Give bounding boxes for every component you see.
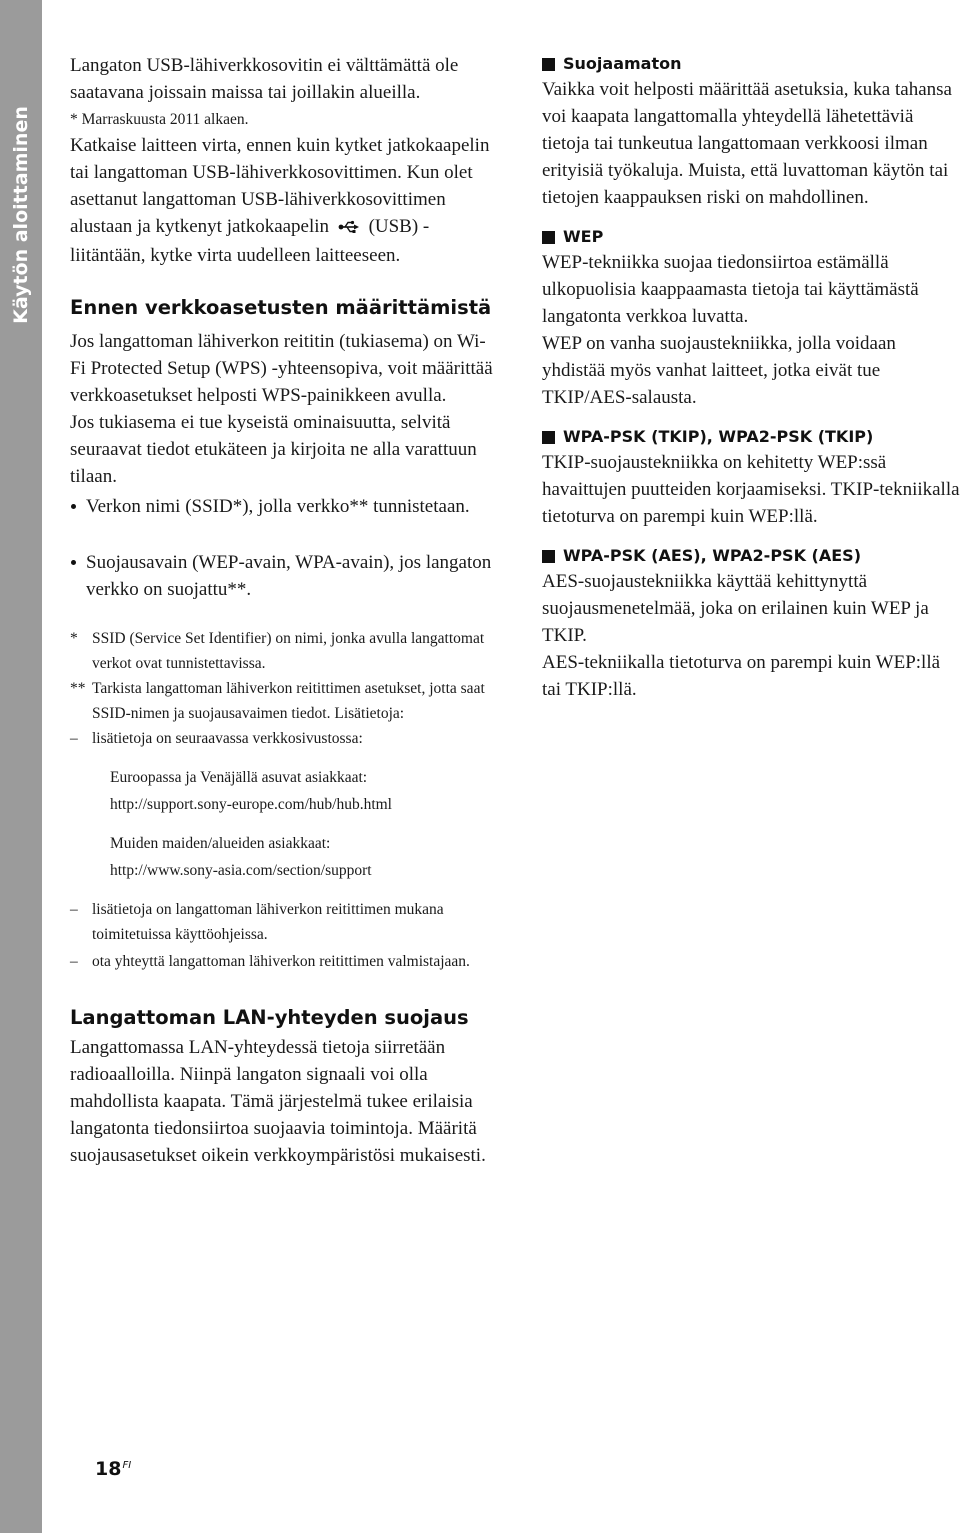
section-wpa-aes	[542, 544, 960, 703]
square-bullet-icon	[542, 58, 555, 71]
intro-note: * Marraskuusta 2011 alkaen.	[70, 111, 249, 128]
intro-paragraph-2: Katkaise laitteen virta, ennen kuin kytket jatkokaapelin tai langattoman USB-lähiverkkosovittimen. Kun olet asettanut langattoman USB-lähiverkkosovittimen alustaan ja kytkenyt jatkokaapelin (USB) -liitäntään, kytke virta uudelleen laitteeseen.	[70, 135, 490, 266]
section-wpa-tkip	[542, 425, 960, 530]
other-label: Muiden maiden/alueiden asiakkaat:	[110, 835, 331, 852]
section-title: Suojaamaton	[542, 52, 960, 76]
heading-wlan-security: Langattoman LAN-yhteyden suojaus	[70, 1006, 469, 1029]
section-text: WEP on vanha suojaustekniikka, jolla voidaan yhdistää myös vanhat laitteet, jotka eivät tue TKIP/AES-salausta.	[542, 333, 896, 408]
bullet-ssid: Verkon nimi (SSID*), jolla verkko** tunnistetaan.	[70, 493, 500, 520]
europe-url: http://support.sony-europe.com/hub/hub.html	[110, 796, 392, 813]
left-column	[70, 52, 500, 1169]
europe-label: Euroopassa ja Venäjällä asuvat asiakkaat:	[110, 769, 368, 786]
section-wep	[542, 225, 960, 411]
section-text: AES-tekniikalla tietoturva on parempi kuin WEP:llä tai TKIP:llä.	[542, 652, 941, 700]
section-text: TKIP-suojaustekniikka on kehitetty WEP:ssä havaittujen puutteiden korjaamiseksi. TKIP-tekniikalla tietoturva on parempi kuin WEP:llä.	[542, 452, 960, 527]
dash-item-manufacturer: – ota yhteyttä langattoman lähiverkon reitittimen valmistajaan.	[70, 953, 470, 970]
security-paragraph: Langattomassa LAN-yhteydessä tietoja siirretään radioaalloilla. Niinpä langaton signaali voi olla mahdollista kaapata. Tämä järjestelmä tukee erilaisia langatonta tiedonsiirtoa suojaavia toimintoja. Määritä suojausasetukset oikein verkkoympäristösi mukaisesti.	[70, 1037, 486, 1166]
side-tab	[0, 0, 42, 1533]
page-lang: FI	[122, 1460, 132, 1471]
other-url: http://www.sony-asia.com/section/support	[110, 862, 372, 879]
section-text: AES-suojaustekniikka käyttää kehittynyttä suojausmenetelmää, joka on erilainen kuin WEP ja TKIP.	[542, 571, 929, 646]
usb-icon	[338, 215, 360, 242]
bullet-security-key: Suojausavain (WEP-avain, WPA-avain), jos langaton verkko on suojattu**.	[70, 549, 500, 603]
right-column	[542, 52, 960, 703]
footnote-ssid: * SSID (Service Set Identifier) on nimi, jonka avulla langattomat verkot ovat tunnistettavissa.	[70, 630, 485, 672]
intro-paragraph: Langaton USB-lähiverkkosovitin ei välttämättä ole saatavana joissain maissa tai joillakin alueilla.	[70, 55, 459, 103]
section-title: WEP	[542, 225, 960, 249]
square-bullet-icon	[542, 231, 555, 244]
section-unsecured	[542, 52, 960, 211]
heading-network-setup: Ennen verkkoasetusten määrittämistä	[70, 296, 492, 319]
side-tab-label: Käytön aloittaminen	[10, 106, 32, 324]
wps-paragraph: Jos langattoman lähiverkon reititin (tukiasema) on Wi-Fi Protected Setup (WPS) -yhteensopiva, voit määrittää verkkoasetukset helposti WPS-painikkeen avulla.	[70, 331, 493, 406]
section-title: WPA-PSK (AES), WPA2-PSK (AES)	[542, 544, 960, 568]
section-title: WPA-PSK (TKIP), WPA2-PSK (TKIP)	[542, 425, 960, 449]
square-bullet-icon	[542, 550, 555, 563]
dash-item-website: – lisätietoja on seuraavassa verkkosivustossa:	[70, 730, 363, 747]
prepare-paragraph: Jos tukiasema ei tue kyseistä ominaisuutta, selvitä seuraavat tiedot etukäteen ja kirjoita ne alla varattuun tilaan.	[70, 412, 477, 487]
section-text: Vaikka voit helposti määrittää asetuksia, kuka tahansa voi kaapata langattomalla yhteydellä lähetettäviä tietoja tai tunkeutua langattomaan verkkoosi ilman erityisiä työkaluja. Muista, että luvattoman käytön tai tietojen kaappauksen riski on mahdollinen.	[542, 79, 952, 208]
page-number: $18^{FI}$	[95, 1458, 132, 1480]
square-bullet-icon	[542, 431, 555, 444]
dash-item-manual: – lisätietoja on langattoman lähiverkon reitittimen mukana toimitetuissa käyttöohjeissa.	[70, 901, 444, 943]
footnote-router: ** Tarkista langattoman lähiverkon reitittimen asetukset, jotta saat SSID-nimen ja suojausavaimen tiedot. Lisätietoja:	[70, 680, 485, 722]
section-text: WEP-tekniikka suojaa tiedonsiirtoa estämällä ulkopuolisia kaappaamasta tietoja tai käyttämästä langatonta verkkoa luvatta.	[542, 252, 919, 327]
